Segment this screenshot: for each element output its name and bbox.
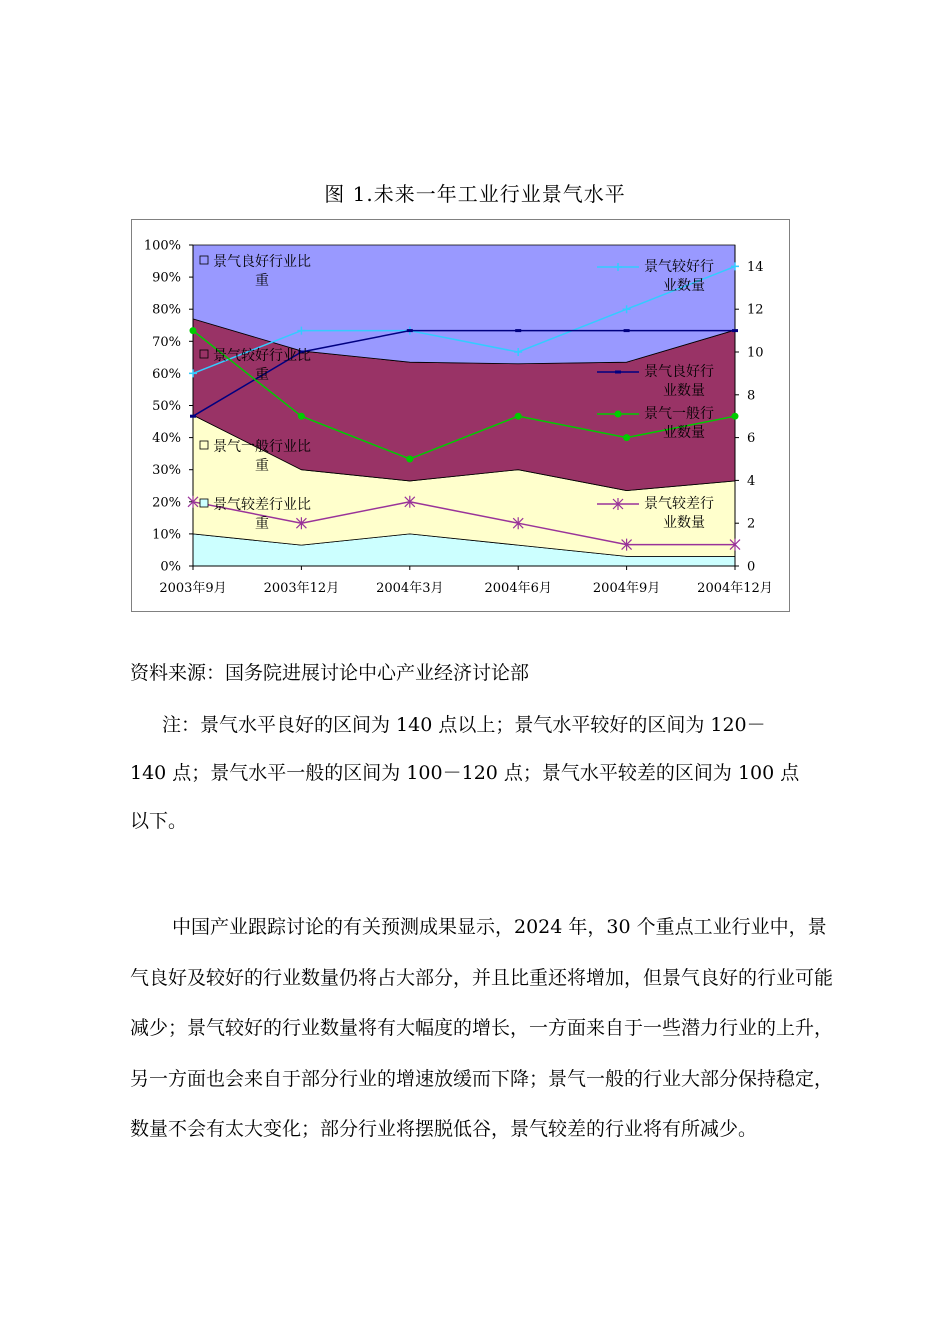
x-tick-label: 2003年9月 <box>159 581 227 596</box>
line-point-2 <box>298 413 305 420</box>
y-left-tick-label: 30% <box>152 463 181 479</box>
y-left-tick-label: 70% <box>152 334 181 350</box>
y-right-tick-label: 14 <box>747 259 764 275</box>
legend-left-label: 重 <box>255 458 269 474</box>
x-tick-label: 2004年9月 <box>592 581 661 596</box>
note-line-1: 注：景气水平良好的区间为 140 点以上；景气水平较好的区间为 120－ <box>162 714 766 736</box>
legend-right-label: 景气一般行 <box>644 406 714 422</box>
line-point-2 <box>623 434 630 441</box>
x-tick-label: 2004年12月 <box>697 581 773 596</box>
legend-right-label: 业数量 <box>663 383 705 399</box>
y-right-tick-label: 8 <box>747 388 756 404</box>
legend-left-label: 重 <box>255 516 269 532</box>
y-right-tick-label: 6 <box>747 431 756 447</box>
y-left-tick-label: 80% <box>152 302 181 318</box>
y-left-tick-label: 10% <box>152 527 181 543</box>
note-line-2: 140 点；景气水平一般的区间为 100－120 点；景气水平较差的区间为 100 点 <box>130 762 800 784</box>
x-tick-label: 2004年3月 <box>376 581 444 596</box>
line-point-2 <box>515 413 522 420</box>
legend-right-label: 景气良好行 <box>644 364 714 380</box>
legend-right-marker <box>615 411 622 418</box>
line-point-1 <box>407 329 413 332</box>
y-left-tick-label: 40% <box>152 431 181 447</box>
y-left-tick-label: 100% <box>143 238 181 254</box>
y-right-tick-label: 12 <box>747 302 764 318</box>
legend-left-swatch <box>200 256 208 264</box>
legend-left-swatch <box>200 441 208 449</box>
legend-left-label: 景气良好行业比 <box>213 254 311 270</box>
y-left-tick-label: 20% <box>152 495 181 511</box>
chart <box>131 219 790 612</box>
legend-left-label: 重 <box>255 273 269 289</box>
legend-right-label: 业数量 <box>663 515 705 531</box>
line-point-1 <box>190 415 196 418</box>
legend-left-swatch <box>200 499 208 507</box>
y-left-tick-label: 90% <box>152 270 181 286</box>
source-text: 资料来源：国务院进展讨论中心产业经济讨论部 <box>130 662 530 684</box>
line-point-2 <box>190 327 197 334</box>
y-right-tick-label: 2 <box>747 516 756 532</box>
note-line-3: 以下。 <box>130 810 188 832</box>
y-left-tick-label: 60% <box>152 366 181 382</box>
line-point-1 <box>732 329 738 332</box>
legend-right-label: 业数量 <box>663 278 705 294</box>
y-left-tick-label: 50% <box>152 399 181 414</box>
line-point-1 <box>515 329 521 332</box>
legend-right-label: 景气较好行 <box>644 259 714 275</box>
y-right-tick-label: 0 <box>747 559 756 575</box>
line-point-1 <box>624 329 630 332</box>
legend-left-label: 景气较好行业比 <box>213 348 311 364</box>
line-point-2 <box>406 456 413 463</box>
x-tick-label: 2004年6月 <box>484 581 552 596</box>
legend-right-label: 业数量 <box>663 425 705 441</box>
legend-left-label: 景气较差行业比 <box>213 497 311 513</box>
legend-right-marker <box>615 371 621 374</box>
legend-left-swatch <box>200 350 208 358</box>
y-right-tick-label: 10 <box>747 345 764 361</box>
legend-left-label: 景气一般行业比 <box>213 439 311 455</box>
y-right-tick-label: 4 <box>747 473 756 489</box>
figure-title: 图 1.未来一年工业行业景气水平 <box>324 182 626 206</box>
legend-right-label: 景气较差行 <box>644 496 714 512</box>
x-tick-label: 2003年12月 <box>263 581 340 596</box>
line-point-2 <box>732 413 739 420</box>
y-left-tick-label: 0% <box>160 559 181 575</box>
body-paragraph: 中国产业跟踪讨论的有关预测成果显示，2024 年，30 个重点工业行业中，景气良好及较好的行业数量仍将占大部分，并且比重还将增加，但景气良好的行业可能减少；景气较好的行业数量将有大幅度的增长，一方面来自于一些潜力行业的上升，另一方面也会来自于部分行业的增速放缓而下降；景气一般的行业大部分保持稳定，数量不会有太大变化；部分行业将摆脱低谷，景气较差的行业将有所减少。 <box>130 916 834 1140</box>
legend-left-label: 重 <box>255 367 269 383</box>
